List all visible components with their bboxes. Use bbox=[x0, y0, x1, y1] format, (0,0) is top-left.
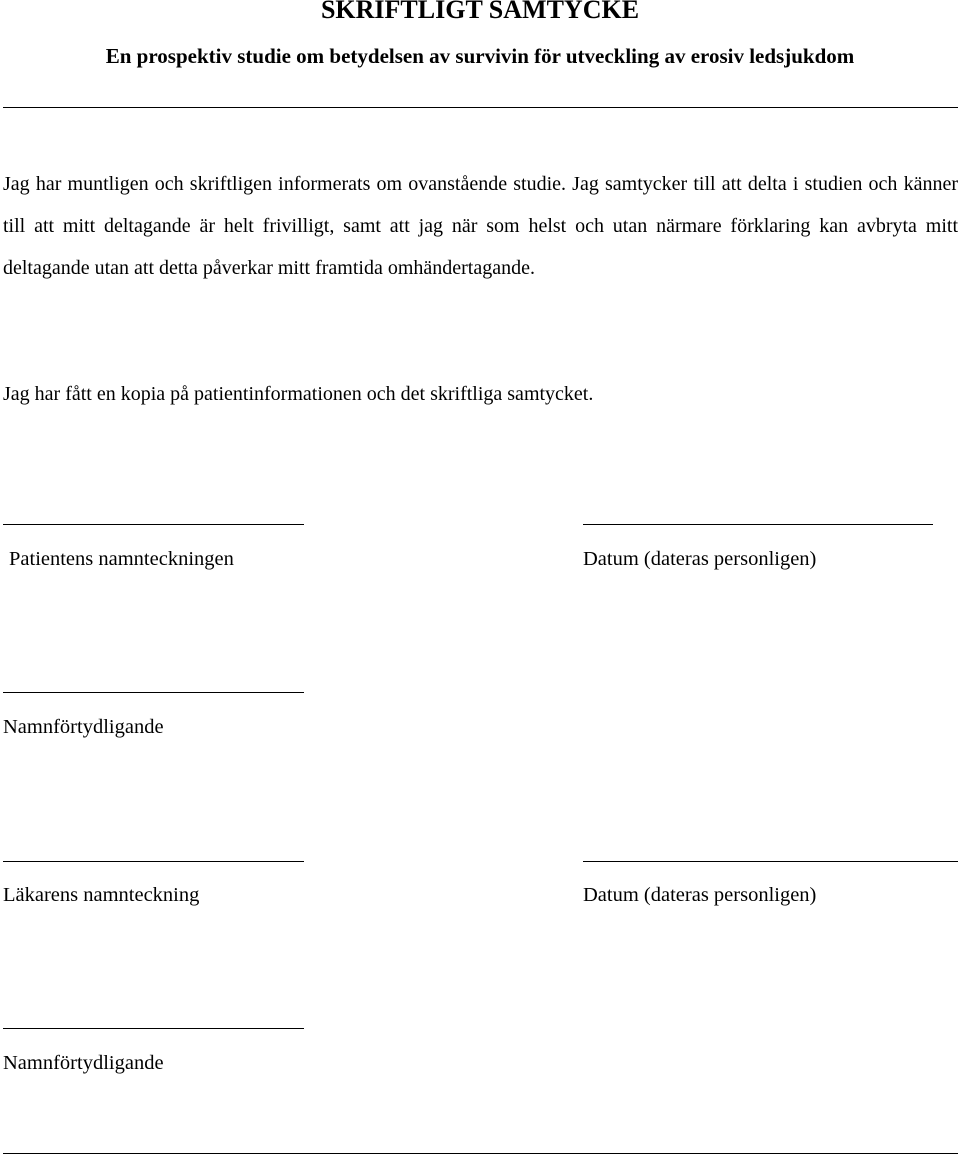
doctor-date-line[interactable] bbox=[583, 861, 958, 862]
doctor-signature-label: Läkarens namnteckning bbox=[3, 884, 200, 906]
doctor-signature-line[interactable] bbox=[3, 861, 304, 862]
consent-paragraph: Jag har muntligen och skriftligen informerats om ovanstående studie. Jag samtycker till att delta i studien och känner till att mitt deltagande är helt frivilligt, samt att jag när som helst och utan närmare förklaring kan avbryta mitt deltagande utan att detta påverkar mitt framtida omhändertagande. bbox=[3, 173, 958, 279]
doctor-name-clarification-line[interactable] bbox=[3, 1028, 304, 1029]
doctor-date-label: Datum (dateras personligen) bbox=[583, 884, 817, 906]
study-subtitle: En prospektiv studie om betydelsen av survivin för utveckling av erosiv ledsjukdom bbox=[105, 44, 855, 68]
patient-signature-line[interactable] bbox=[3, 524, 304, 525]
patient-signature-label: Patientens namnteckningen bbox=[9, 548, 234, 570]
patient-date-label: Datum (dateras personligen) bbox=[583, 548, 817, 570]
footer-divider bbox=[3, 1153, 958, 1154]
copy-received-paragraph: Jag har fått en kopia på patientinformationen och det skriftliga samtycket. bbox=[3, 383, 594, 405]
patient-name-clarification-label: Namnförtydligande bbox=[3, 716, 164, 738]
patient-date-line[interactable] bbox=[583, 524, 933, 525]
page-title: SKRIFTLIGT SAMTYCKE bbox=[320, 0, 640, 24]
header-divider bbox=[3, 107, 958, 108]
patient-name-clarification-line[interactable] bbox=[3, 692, 304, 693]
doctor-name-clarification-label: Namnförtydligande bbox=[3, 1052, 164, 1074]
